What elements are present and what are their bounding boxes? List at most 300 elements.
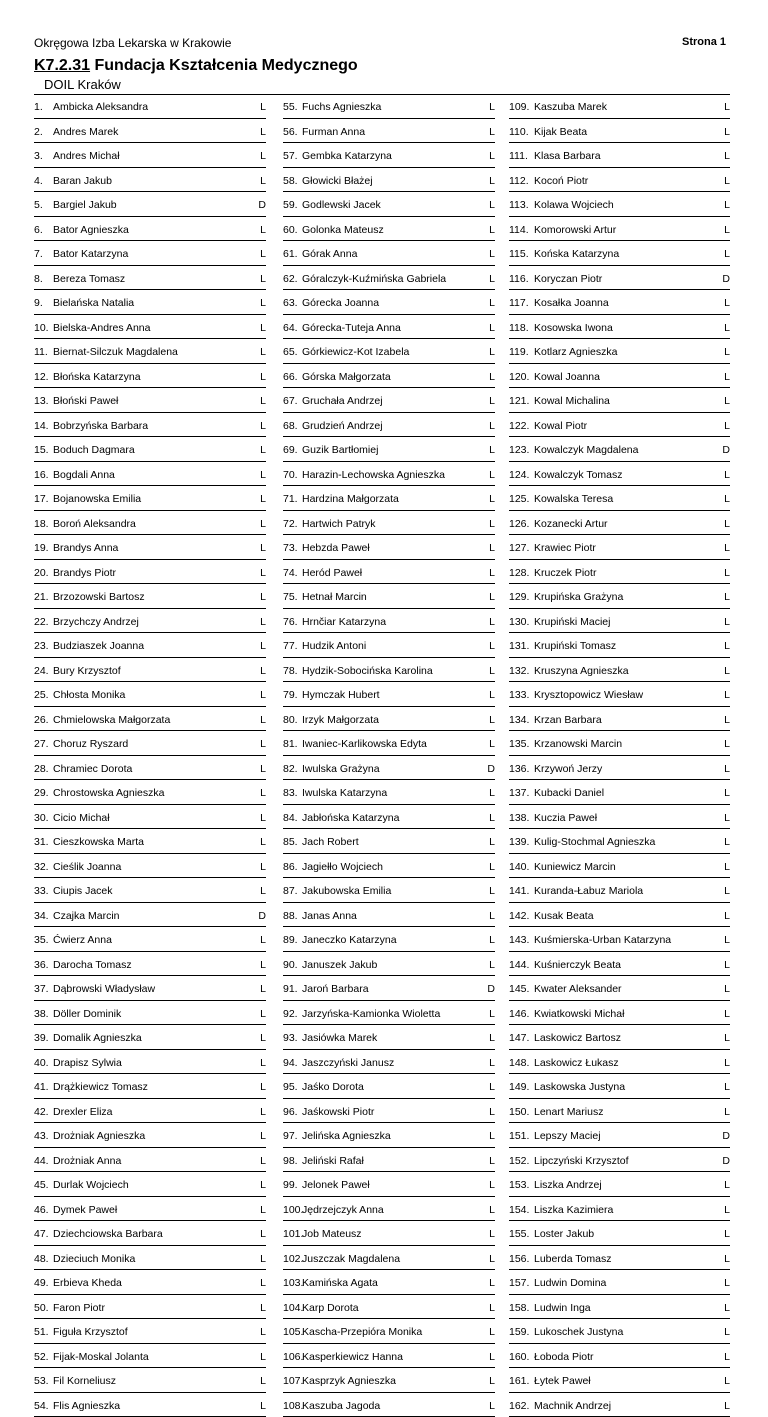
row-number: 66. [283,371,298,383]
list-row [509,1344,730,1369]
person-name: Lenart Mariusz [534,1106,603,1118]
status-code: L [489,1179,495,1191]
list-row [283,1025,495,1050]
row-number: 90. [283,959,298,971]
row-number: 25. [34,689,49,701]
person-name: Bobrzyńska Barbara [53,420,148,432]
list-row [34,241,266,266]
status-code: L [724,469,730,481]
row-number: 130. [509,616,529,628]
list-row [283,364,495,389]
list-row [283,339,495,364]
row-number: 116. [509,273,529,285]
row-number: 150. [509,1106,529,1118]
status-code: L [724,1057,730,1069]
status-code: L [724,836,730,848]
person-name: Dziechciowska Barbara [53,1228,163,1240]
organization-name: Okręgowa Izba Lekarska w Krakowie [34,36,231,50]
person-name: Chramiec Dorota [53,763,132,775]
person-name: Krupiński Maciej [534,616,610,628]
list-row [34,1123,266,1148]
status-code: L [260,322,266,334]
row-number: 157. [509,1277,529,1289]
person-name: Janeczko Katarzyna [302,934,397,946]
list-row [509,584,730,609]
person-name: Kasprzyk Agnieszka [302,1375,396,1387]
row-number: 147. [509,1032,529,1044]
row-number: 89. [283,934,298,946]
row-number: 103. [283,1277,303,1289]
list-row [283,535,495,560]
list-row [283,1368,495,1393]
person-name: Klasa Barbara [534,150,601,162]
person-name: Jelińska Agnieszka [302,1130,391,1142]
status-code: L [260,1351,266,1363]
status-code: L [724,665,730,677]
status-code: L [260,1130,266,1142]
status-code: D [722,273,730,285]
row-number: 40. [34,1057,49,1069]
person-name: Jasiówka Marek [302,1032,377,1044]
row-number: 31. [34,836,49,848]
status-code: L [724,297,730,309]
status-code: L [489,150,495,162]
person-name: Czajka Marcin [53,910,120,922]
list-row [34,1246,266,1271]
row-number: 11. [34,346,48,358]
status-code: L [489,273,495,285]
list-row [283,511,495,536]
row-number: 9. [34,297,43,309]
status-code: L [724,616,730,628]
person-name: Golonka Mateusz [302,224,384,236]
list-row [509,633,730,658]
row-number: 36. [34,959,49,971]
person-name: Machnik Andrzej [534,1400,611,1412]
row-number: 85. [283,836,298,848]
row-number: 74. [283,567,298,579]
row-number: 126. [509,518,529,530]
row-number: 110. [509,126,529,138]
row-number: 72. [283,518,298,530]
row-number: 24. [34,665,49,677]
person-name: Krupiński Tomasz [534,640,616,652]
row-number: 133. [509,689,529,701]
list-row [283,829,495,854]
row-number: 22. [34,616,49,628]
person-name: Krawiec Piotr [534,542,596,554]
person-name: Kaszuba Jagoda [302,1400,380,1412]
status-code: L [489,885,495,897]
list-row [509,266,730,291]
person-name: Kijak Beata [534,126,587,138]
person-name: Hymczak Hubert [302,689,380,701]
status-code: L [260,763,266,775]
list-row [509,658,730,683]
status-code: L [489,1400,495,1412]
person-name: Kolawa Wojciech [534,199,614,211]
status-code: L [489,469,495,481]
row-number: 105. [283,1326,303,1338]
status-code: D [722,1130,730,1142]
row-number: 131. [509,640,529,652]
status-code: L [260,1032,266,1044]
row-number: 76. [283,616,298,628]
list-row [34,1393,266,1417]
list-row [34,1172,266,1197]
status-code: L [724,101,730,113]
list-row [509,192,730,217]
status-code: L [724,542,730,554]
row-number: 42. [34,1106,49,1118]
row-number: 146. [509,1008,529,1020]
row-number: 125. [509,493,529,505]
person-name: Jakubowska Emilia [302,885,391,897]
status-code: L [489,199,495,211]
row-number: 48. [34,1253,49,1265]
person-name: Dzieciuch Monika [53,1253,135,1265]
row-number: 86. [283,861,298,873]
person-name: Ludwin Inga [534,1302,591,1314]
row-number: 14. [34,420,49,432]
row-number: 97. [283,1130,298,1142]
person-name: Ciupis Jacek [53,885,113,897]
status-code: L [260,273,266,285]
status-code: L [489,959,495,971]
person-name: Kruszyna Agnieszka [534,665,629,677]
row-number: 70. [283,469,298,481]
person-name: Góralczyk-Kuźmińska Gabriela [302,273,446,285]
list-row [509,462,730,487]
list-row [509,168,730,193]
list-row [34,633,266,658]
list-row [34,829,266,854]
status-code: L [724,199,730,211]
list-row [283,560,495,585]
person-name: Bury Krzysztof [53,665,121,677]
status-code: L [489,1106,495,1118]
list-row [34,560,266,585]
status-code: L [260,640,266,652]
row-number: 88. [283,910,298,922]
row-number: 3. [34,150,43,162]
row-number: 106. [283,1351,303,1363]
list-row [34,1344,266,1369]
row-number: 63. [283,297,298,309]
list-row [283,731,495,756]
list-row [283,1099,495,1124]
status-code: L [489,665,495,677]
list-row [34,805,266,830]
status-code: L [260,885,266,897]
person-name: Głowicki Błażej [302,175,373,187]
person-name: Cieślik Joanna [53,861,121,873]
row-number: 80. [283,714,298,726]
person-name: Bielska-Andres Anna [53,322,150,334]
status-code: L [260,787,266,799]
person-name: Ambicka Aleksandra [53,101,148,113]
row-number: 100. [283,1204,303,1216]
person-name: Kowalczyk Tomasz [534,469,623,481]
person-name: Kulig-Stochmal Agnieszka [534,836,655,848]
person-name: Jeliński Rafał [302,1155,364,1167]
row-number: 8. [34,273,43,285]
row-number: 64. [283,322,298,334]
person-name: Furman Anna [302,126,365,138]
status-code: L [489,1155,495,1167]
person-name: Lipczyński Krzysztof [534,1155,629,1167]
person-name: Andres Michał [53,150,120,162]
list-row [509,217,730,242]
status-code: L [489,493,495,505]
person-name: Chrostowska Agnieszka [53,787,164,799]
status-code: D [258,199,266,211]
row-number: 132. [509,665,529,677]
list-row [34,1148,266,1173]
person-name: Bargiel Jakub [53,199,117,211]
status-code: L [489,1228,495,1240]
row-number: 30. [34,812,49,824]
row-number: 101. [283,1228,303,1240]
person-name: Brandys Piotr [53,567,116,579]
row-number: 152. [509,1155,529,1167]
person-name: Łoboda Piotr [534,1351,594,1363]
document-code: K7.2.31 [34,57,90,74]
status-code: L [724,1204,730,1216]
list-row [509,805,730,830]
person-name: Kowalczyk Magdalena [534,444,638,456]
status-code: L [724,885,730,897]
person-name: Kruczek Piotr [534,567,596,579]
list-row [34,658,266,683]
list-row [509,1050,730,1075]
person-name: Luberda Tomasz [534,1253,611,1265]
row-number: 96. [283,1106,298,1118]
row-number: 39. [34,1032,49,1044]
list-row [509,1123,730,1148]
list-row [34,609,266,634]
list-row [34,364,266,389]
list-row [283,437,495,462]
status-code: L [260,248,266,260]
list-row [509,241,730,266]
person-name: Gembka Katarzyna [302,150,392,162]
status-code: L [489,787,495,799]
person-name: Cieszkowska Marta [53,836,144,848]
status-code: L [260,1228,266,1240]
person-name: Kusak Beata [534,910,594,922]
status-code: L [260,861,266,873]
row-number: 23. [34,640,49,652]
row-number: 27. [34,738,49,750]
row-number: 141. [509,885,529,897]
list-row [509,1295,730,1320]
list-row [509,535,730,560]
list-row [509,829,730,854]
status-code: L [489,738,495,750]
person-name: Kuczia Paweł [534,812,597,824]
person-name: Kwater Aleksander [534,983,622,995]
person-name: Kuniewicz Marcin [534,861,616,873]
list-row [509,437,730,462]
status-code: L [724,1326,730,1338]
name-list-column-2 [283,94,495,954]
person-name: Hardzina Małgorzata [302,493,399,505]
list-row [509,315,730,340]
list-row [34,168,266,193]
status-code: L [724,371,730,383]
row-number: 15. [34,444,49,456]
row-number: 52. [34,1351,49,1363]
status-code: L [724,1375,730,1387]
status-code: L [489,1253,495,1265]
list-row [283,94,495,119]
status-code: L [489,126,495,138]
row-number: 32. [34,861,49,873]
row-number: 95. [283,1081,298,1093]
status-code: L [724,1400,730,1412]
person-name: Krzywoń Jerzy [534,763,602,775]
list-row [283,1123,495,1148]
status-code: L [260,812,266,824]
status-code: L [489,616,495,628]
person-name: Budziaszek Joanna [53,640,144,652]
person-name: Koryczan Piotr [534,273,602,285]
status-code: L [724,1253,730,1265]
row-number: 49. [34,1277,49,1289]
person-name: Ludwin Domina [534,1277,606,1289]
status-code: L [260,567,266,579]
person-name: Jabłońska Katarzyna [302,812,399,824]
list-row [509,854,730,879]
person-name: Bogdali Anna [53,469,115,481]
status-code: L [489,567,495,579]
list-row [509,290,730,315]
person-name: Jarzyńska-Kamionka Wioletta [302,1008,440,1020]
row-number: 26. [34,714,49,726]
person-name: Jaszczyński Janusz [302,1057,394,1069]
list-row [509,1148,730,1173]
row-number: 55. [283,101,298,113]
person-name: Januszek Jakub [302,959,377,971]
row-number: 83. [283,787,298,799]
row-number: 120. [509,371,529,383]
list-row [509,339,730,364]
person-name: Drexler Eliza [53,1106,113,1118]
row-number: 65. [283,346,298,358]
status-code: L [724,983,730,995]
list-row [283,633,495,658]
list-row [283,682,495,707]
person-name: Juszczak Magdalena [302,1253,400,1265]
status-code: L [724,1106,730,1118]
list-row [34,1001,266,1026]
person-name: Guzik Bartłomiej [302,444,378,456]
status-code: L [260,469,266,481]
person-name: Dąbrowski Władysław [53,983,155,995]
person-name: Błoński Paweł [53,395,118,407]
list-row [509,560,730,585]
status-code: L [260,224,266,236]
row-number: 144. [509,959,529,971]
person-name: Kotlarz Agnieszka [534,346,617,358]
status-code: L [724,787,730,799]
person-name: Fuchs Agnieszka [302,101,381,113]
person-name: Łytek Paweł [534,1375,591,1387]
person-name: Durlak Wojciech [53,1179,129,1191]
list-row [34,143,266,168]
list-row [509,364,730,389]
status-code: L [724,591,730,603]
list-row [283,266,495,291]
person-name: Gruchała Andrzej [302,395,383,407]
person-name: Kuranda-Łabuz Mariola [534,885,643,897]
status-code: L [724,1351,730,1363]
person-name: Iwulska Grażyna [302,763,380,775]
person-name: Döller Dominik [53,1008,121,1020]
status-code: L [724,126,730,138]
list-row [34,315,266,340]
row-number: 135. [509,738,529,750]
list-row [34,266,266,291]
status-code: L [724,763,730,775]
row-number: 73. [283,542,298,554]
status-code: L [724,861,730,873]
row-number: 45. [34,1179,49,1191]
status-code: L [724,738,730,750]
list-row [34,1050,266,1075]
row-number: 77. [283,640,298,652]
list-row [509,1368,730,1393]
person-name: Cicio Michał [53,812,110,824]
status-code: L [489,444,495,456]
list-row [283,217,495,242]
page-number: Strona 1 [682,36,726,48]
list-row [283,413,495,438]
status-code: L [489,934,495,946]
list-row [509,1172,730,1197]
person-name: Hydzik-Sobocińska Karolina [302,665,433,677]
person-name: Hrnčiar Katarzyna [302,616,386,628]
status-code: L [489,1057,495,1069]
list-row [283,976,495,1001]
person-name: Flis Agnieszka [53,1400,120,1412]
list-row [509,927,730,952]
person-name: Hudzik Antoni [302,640,366,652]
row-number: 118. [509,322,529,334]
person-name: Górak Anna [302,248,357,260]
row-number: 142. [509,910,529,922]
list-row [283,241,495,266]
status-code: L [489,689,495,701]
list-row [283,1197,495,1222]
list-row [283,1148,495,1173]
row-number: 13. [34,395,49,407]
status-code: L [260,591,266,603]
person-name: Jach Robert [302,836,359,848]
list-row [34,1025,266,1050]
person-name: Górecka-Tuteja Anna [302,322,401,334]
list-row [34,682,266,707]
status-code: L [724,640,730,652]
row-number: 44. [34,1155,49,1167]
row-number: 2. [34,126,43,138]
row-number: 143. [509,934,529,946]
person-name: Bojanowska Emilia [53,493,141,505]
row-number: 69. [283,444,298,456]
row-number: 41. [34,1081,49,1093]
status-code: L [724,1277,730,1289]
